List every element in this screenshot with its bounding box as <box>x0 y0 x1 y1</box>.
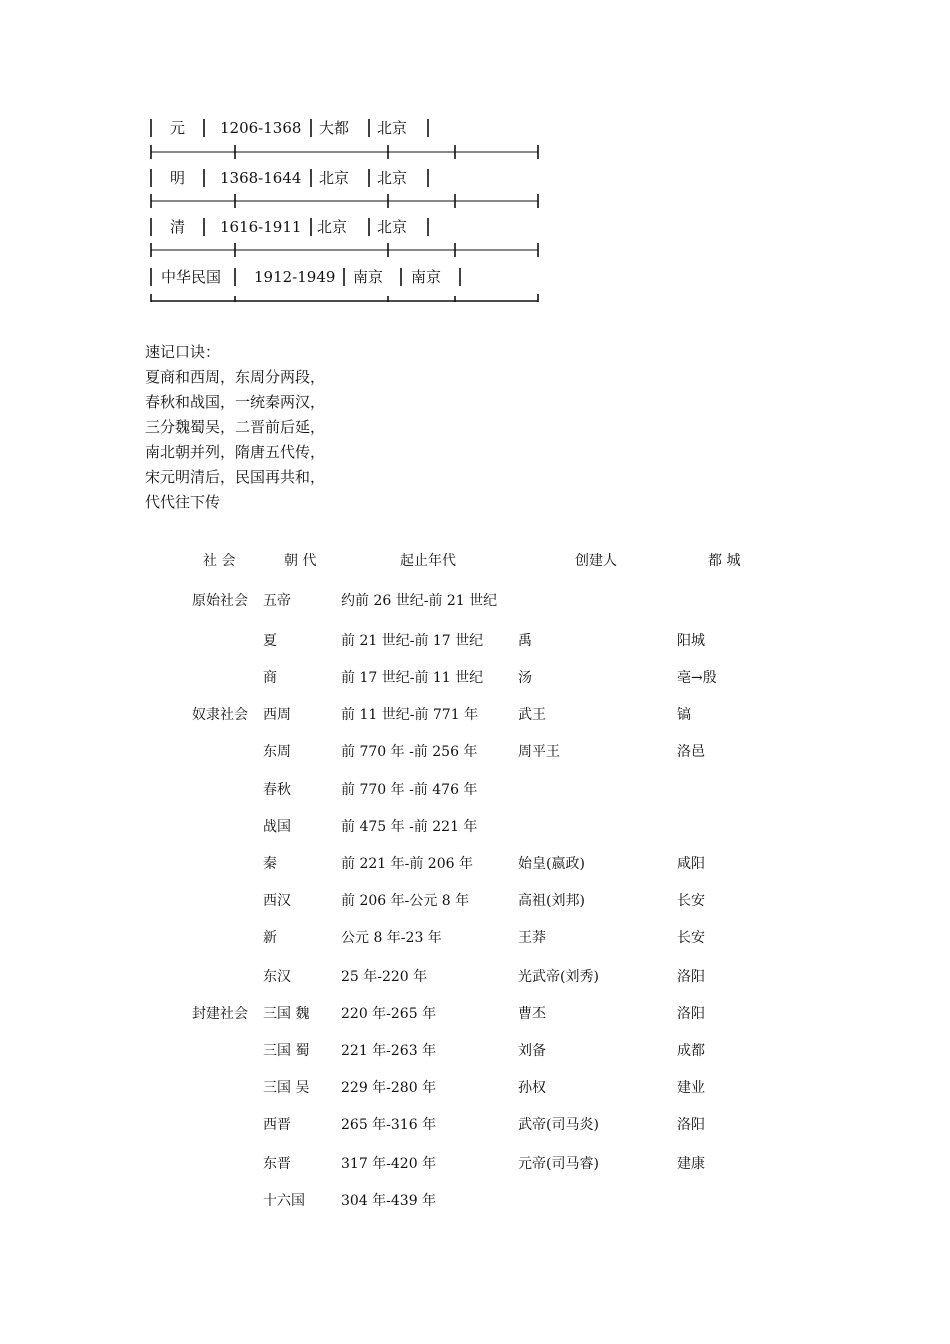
cell-dynasty: 夏 <box>263 633 277 649</box>
cell-dynasty: 东汉 <box>263 969 291 985</box>
cell-capital: 洛邑 <box>677 744 705 760</box>
mnemonic-line: 代代往下传 <box>145 493 221 511</box>
ascii-cell-ancient-capital: 北京 <box>319 169 350 187</box>
cell-founder: 王莽 <box>518 930 546 946</box>
cell-dynasty: 商 <box>263 670 277 686</box>
cell-founder: 武帝(司马炎) <box>518 1117 599 1133</box>
cell-capital: 咸阳 <box>677 856 705 872</box>
cell-period: 前 206 年-公元 8 年 <box>341 893 470 909</box>
mnemonic-title: 速记口诀： <box>145 343 221 361</box>
cell-founder: 元帝(司马睿) <box>518 1156 599 1172</box>
cell-capital: 阳城 <box>677 633 705 649</box>
cell-dynasty: 战国 <box>263 819 291 835</box>
cell-capital: 亳→殷 <box>677 670 717 686</box>
cell-period: 前 770 年 -前 476 年 <box>341 782 478 798</box>
ascii-cell-modern-capital: 南京 <box>411 268 442 286</box>
mnemonic-block <box>145 340 545 515</box>
ascii-cell-modern-capital: 北京 <box>377 218 408 236</box>
cell-capital: 建业 <box>677 1080 705 1096</box>
cell-period: 前 21 世纪-前 17 世纪 <box>341 633 484 649</box>
cell-dynasty: 新 <box>263 930 277 946</box>
header-society: 社 会 <box>203 553 236 569</box>
cell-period: 前 475 年 -前 221 年 <box>341 819 478 835</box>
ascii-cell-ancient-capital: 南京 <box>353 268 384 286</box>
cell-period: 221 年-263 年 <box>341 1043 437 1059</box>
cell-capital: 建康 <box>677 1156 705 1172</box>
ascii-cell-years: 1368-1644 <box>220 169 302 187</box>
cell-dynasty: 西晋 <box>263 1117 291 1133</box>
header-founder: 创建人 <box>575 553 617 569</box>
header-period: 起止年代 <box>400 553 456 569</box>
ascii-cell-modern-capital: 北京 <box>377 119 408 137</box>
header-capital: 都 城 <box>708 553 741 569</box>
cell-period: 317 年-420 年 <box>341 1156 437 1172</box>
cell-period: 前 770 年 -前 256 年 <box>341 744 478 760</box>
cell-dynasty: 三国 蜀 <box>263 1043 310 1059</box>
ascii-cell-years: 1206-1368 <box>220 119 302 137</box>
cell-dynasty: 西周 <box>263 707 291 723</box>
ascii-cell-ancient-capital: 北京 <box>317 218 348 236</box>
cell-society: 原始社会 <box>192 593 248 609</box>
cell-period: 265 年-316 年 <box>341 1117 437 1133</box>
cell-dynasty: 三国 魏 <box>263 1006 310 1022</box>
cell-founder: 曹丕 <box>518 1006 546 1022</box>
cell-society: 封建社会 <box>192 1006 248 1022</box>
ascii-cell-dynasty: 清 <box>170 218 186 236</box>
mnemonic-line: 三分魏蜀吴，二晋前后延， <box>145 418 326 436</box>
cell-founder: 武王 <box>518 707 546 723</box>
mnemonic-line: 春秋和战国，一统秦两汉， <box>145 393 326 411</box>
cell-founder: 高祖(刘邦) <box>518 893 585 909</box>
cell-capital: 镐 <box>677 707 691 723</box>
cell-period: 229 年-280 年 <box>341 1080 437 1096</box>
cell-capital: 洛阳 <box>677 1006 705 1022</box>
cell-founder: 周平王 <box>518 744 560 760</box>
cell-founder: 刘备 <box>518 1043 546 1059</box>
ascii-cell-dynasty: 元 <box>170 119 186 137</box>
cell-founder: 禹 <box>518 633 532 649</box>
ascii-cell-years: 1912-1949 <box>254 268 336 286</box>
cell-dynasty: 三国 吴 <box>263 1080 310 1096</box>
ascii-cell-years: 1616-1911 <box>220 218 302 236</box>
cell-capital: 成都 <box>677 1043 705 1059</box>
cell-founder: 始皇(嬴政) <box>518 856 585 872</box>
cell-dynasty: 东晋 <box>263 1156 291 1172</box>
mnemonic-line: 宋元明清后，民国再共和， <box>145 468 326 486</box>
cell-period: 前 11 世纪-前 771 年 <box>341 707 479 723</box>
cell-period: 25 年-220 年 <box>341 969 428 985</box>
cell-dynasty: 秦 <box>263 856 277 872</box>
cell-capital: 洛阳 <box>677 1117 705 1133</box>
cell-period: 公元 8 年-23 年 <box>341 930 442 946</box>
cell-capital: 洛阳 <box>677 969 705 985</box>
dynasty-capital-ascii-table <box>148 112 542 312</box>
cell-dynasty: 春秋 <box>263 782 291 798</box>
cell-period: 304 年-439 年 <box>341 1193 437 1209</box>
cell-dynasty: 十六国 <box>263 1193 305 1209</box>
cell-period: 前 221 年-前 206 年 <box>341 856 473 872</box>
cell-founder: 光武帝(刘秀) <box>518 969 599 985</box>
cell-dynasty: 五帝 <box>263 593 291 609</box>
cell-period: 约前 26 世纪-前 21 世纪 <box>341 593 498 609</box>
cell-dynasty: 西汉 <box>263 893 291 909</box>
cell-capital: 长安 <box>677 930 705 946</box>
cell-founder: 汤 <box>518 670 532 686</box>
ascii-cell-dynasty: 明 <box>170 169 186 187</box>
cell-founder: 孙权 <box>518 1080 546 1096</box>
ascii-cell-dynasty: 中华民国 <box>161 268 222 286</box>
ascii-cell-modern-capital: 北京 <box>377 169 408 187</box>
cell-period: 220 年-265 年 <box>341 1006 437 1022</box>
ascii-cell-ancient-capital: 大都 <box>319 119 350 137</box>
cell-society: 奴隶社会 <box>192 707 248 723</box>
cell-dynasty: 东周 <box>263 744 291 760</box>
mnemonic-line: 南北朝并列，隋唐五代传， <box>145 443 326 461</box>
cell-capital: 长安 <box>677 893 705 909</box>
mnemonic-line: 夏商和西周，东周分两段， <box>145 368 326 386</box>
header-dynasty: 朝 代 <box>284 553 317 569</box>
cell-period: 前 17 世纪-前 11 世纪 <box>341 670 484 686</box>
